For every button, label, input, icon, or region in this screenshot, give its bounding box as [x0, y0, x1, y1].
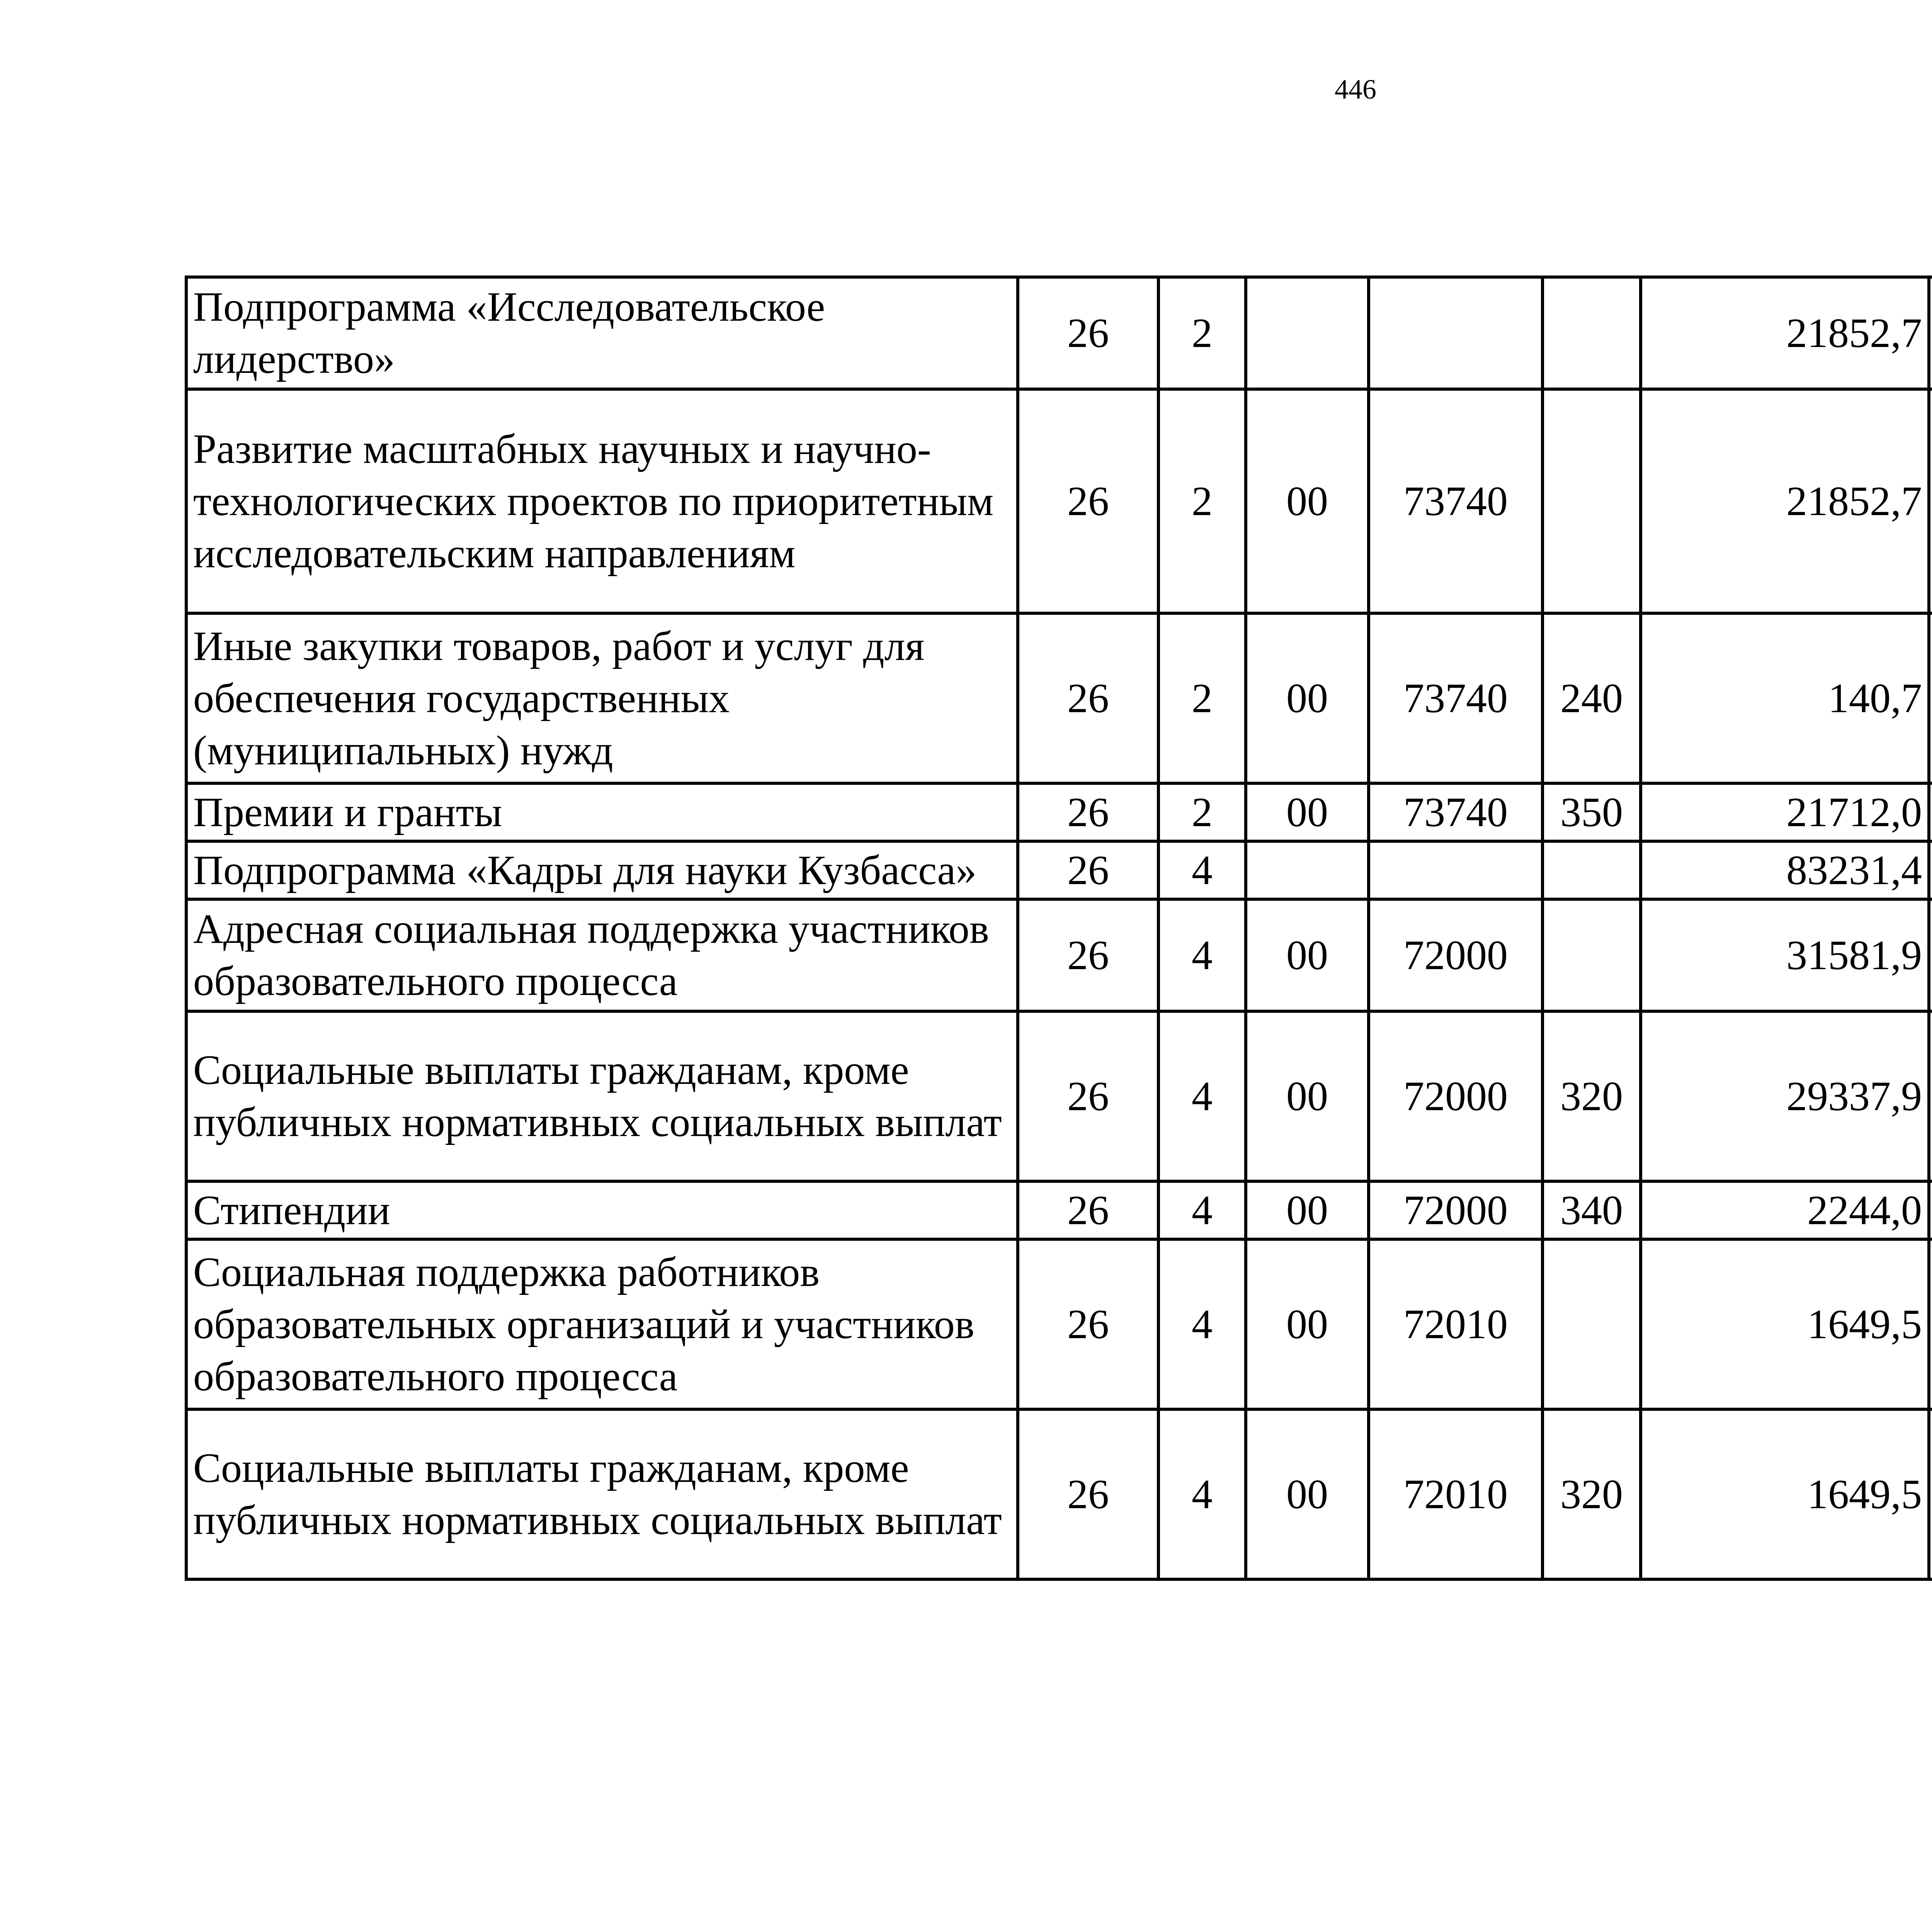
- amount-year-1: 83231,4: [1641, 841, 1929, 899]
- amount-year-2: [1929, 1409, 1932, 1579]
- direction-code: 73740: [1369, 613, 1543, 783]
- subprogram-code: 2: [1158, 613, 1246, 783]
- page-number: 446: [1335, 74, 1376, 105]
- measure-code: 00: [1246, 1011, 1369, 1181]
- expense-type-code: [1543, 1239, 1641, 1409]
- amount-year-2: [1929, 1181, 1932, 1239]
- amount-year-1: 21852,7: [1641, 277, 1929, 389]
- row-name: Иные закупки товаров, работ и услуг для обеспечения государственных (муниципальных) нужд: [186, 613, 1018, 783]
- direction-code: 72000: [1369, 1011, 1543, 1181]
- direction-code: 73740: [1369, 389, 1543, 613]
- expense-type-code: 320: [1543, 1409, 1641, 1579]
- row-name: Подпрограмма «Исследовательское лидерство»: [186, 277, 1018, 389]
- row-name: Стипендии: [186, 1181, 1018, 1239]
- row-name: Премии и гранты: [186, 783, 1018, 841]
- measure-code: 00: [1246, 389, 1369, 613]
- amount-year-1: 21712,0: [1641, 783, 1929, 841]
- direction-code: [1369, 277, 1543, 389]
- expense-type-code: 240: [1543, 613, 1641, 783]
- gp-code: 26: [1018, 1181, 1158, 1239]
- expense-type-code: 320: [1543, 1011, 1641, 1181]
- amount-year-2: [1929, 277, 1932, 389]
- measure-code: 00: [1246, 899, 1369, 1011]
- amount-year-1: 1649,5: [1641, 1409, 1929, 1579]
- amount-year-1: 21852,7: [1641, 389, 1929, 613]
- table-row: [186, 613, 1932, 783]
- gp-code: 26: [1018, 1239, 1158, 1409]
- amount-year-1: 1649,5: [1641, 1239, 1929, 1409]
- amount-year-2: [1929, 841, 1932, 899]
- subprogram-code: 4: [1158, 1181, 1246, 1239]
- gp-code: 26: [1018, 277, 1158, 389]
- gp-code: 26: [1018, 1409, 1158, 1579]
- subprogram-code: 4: [1158, 841, 1246, 899]
- table-row: [186, 1239, 1932, 1409]
- amount-year-2: [1929, 783, 1932, 841]
- subprogram-code: 4: [1158, 1239, 1246, 1409]
- amount-year-2: [1929, 1239, 1932, 1409]
- table-row: [186, 783, 1932, 841]
- expense-type-code: [1543, 899, 1641, 1011]
- expense-type-code: 340: [1543, 1181, 1641, 1239]
- subprogram-code: 2: [1158, 277, 1246, 389]
- expense-type-code: [1543, 389, 1641, 613]
- gp-code: 26: [1018, 841, 1158, 899]
- subprogram-code: 4: [1158, 899, 1246, 1011]
- expense-type-code: [1543, 841, 1641, 899]
- measure-code: 00: [1246, 1181, 1369, 1239]
- direction-code: 72010: [1369, 1409, 1543, 1579]
- direction-code: 72000: [1369, 1181, 1543, 1239]
- row-name: Социальные выплаты гражданам, кроме публичных нормативных социальных выплат: [186, 1409, 1018, 1579]
- gp-code: 26: [1018, 1011, 1158, 1181]
- expense-type-code: [1543, 277, 1641, 389]
- subprogram-code: 2: [1158, 389, 1246, 613]
- measure-code: 00: [1246, 1409, 1369, 1579]
- amount-year-2: [1929, 389, 1932, 613]
- subprogram-code: 2: [1158, 783, 1246, 841]
- amount-year-2: [1929, 613, 1932, 783]
- expense-type-code: 350: [1543, 783, 1641, 841]
- row-name: Социальные выплаты гражданам, кроме публичных нормативных социальных выплат: [186, 1011, 1018, 1181]
- table-row: [186, 841, 1932, 899]
- direction-code: 73740: [1369, 783, 1543, 841]
- table-row: [186, 1011, 1932, 1181]
- row-name: Развитие масштабных научных и научно-технологических проектов по приоритетным исследовательским направлениям: [186, 389, 1018, 613]
- amount-year-2: [1929, 1011, 1932, 1181]
- row-name: Подпрограмма «Кадры для науки Кузбасса»: [186, 841, 1018, 899]
- table-row: [186, 389, 1932, 613]
- gp-code: 26: [1018, 783, 1158, 841]
- row-name: Адресная социальная поддержка участников образовательного процесса: [186, 899, 1018, 1011]
- gp-code: 26: [1018, 389, 1158, 613]
- gp-code: 26: [1018, 899, 1158, 1011]
- amount-year-1: 2244,0: [1641, 1181, 1929, 1239]
- amount-year-1: 29337,9: [1641, 1011, 1929, 1181]
- table-row: [186, 277, 1932, 389]
- measure-code: 00: [1246, 613, 1369, 783]
- amount-year-1: 140,7: [1641, 613, 1929, 783]
- measure-code: 00: [1246, 783, 1369, 841]
- measure-code: [1246, 841, 1369, 899]
- measure-code: [1246, 277, 1369, 389]
- table-row: [186, 1181, 1932, 1239]
- subprogram-code: 4: [1158, 1409, 1246, 1579]
- measure-code: 00: [1246, 1239, 1369, 1409]
- direction-code: 72010: [1369, 1239, 1543, 1409]
- amount-year-1: 31581,9: [1641, 899, 1929, 1011]
- budget-table: [185, 276, 1932, 1581]
- amount-year-2: [1929, 899, 1932, 1011]
- row-name: Социальная поддержка работников образовательных организаций и участников образовательного процесса: [186, 1239, 1018, 1409]
- table-row: [186, 1409, 1932, 1579]
- gp-code: 26: [1018, 613, 1158, 783]
- subprogram-code: 4: [1158, 1011, 1246, 1181]
- table-row: [186, 899, 1932, 1011]
- direction-code: 72000: [1369, 899, 1543, 1011]
- direction-code: [1369, 841, 1543, 899]
